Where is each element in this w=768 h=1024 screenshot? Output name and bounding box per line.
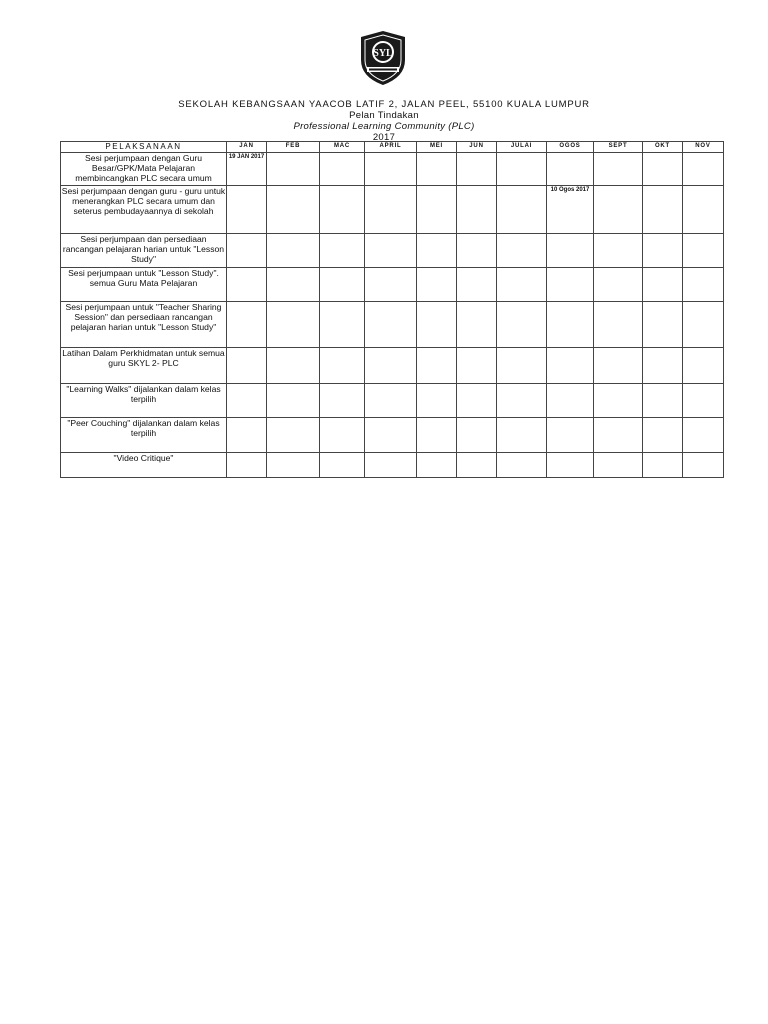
month-cell xyxy=(594,348,643,384)
month-cell xyxy=(267,186,320,234)
month-cell xyxy=(227,453,267,478)
month-cell xyxy=(417,234,457,268)
month-cell xyxy=(594,384,643,418)
month-cell xyxy=(683,186,724,234)
activity-cell: "Peer Couching" dijalankan dalam kelas terpilih xyxy=(61,418,227,453)
month-cell xyxy=(594,453,643,478)
table-row xyxy=(61,234,724,268)
month-cell xyxy=(457,384,497,418)
month-cell xyxy=(683,384,724,418)
activity-cell: Sesi perjumpaan dengan Guru Besar/GPK/Mata Pelajaran membincangkan PLC secara umum xyxy=(61,153,227,186)
month-cell xyxy=(547,348,594,384)
month-cell xyxy=(643,384,683,418)
table-row xyxy=(61,153,724,186)
month-cell xyxy=(457,453,497,478)
month-cell xyxy=(365,384,417,418)
month-cell xyxy=(547,384,594,418)
month-cell xyxy=(643,234,683,268)
month-cell xyxy=(227,418,267,453)
document-title: Professional Learning Community (PLC) xyxy=(293,121,475,132)
column-header-month: JULAI xyxy=(497,142,547,153)
activity-cell: Sesi perjumpaan untuk "Lesson Study". semua Guru Mata Pelajaran xyxy=(61,268,227,302)
month-cell xyxy=(417,418,457,453)
month-cell xyxy=(643,418,683,453)
month-cell xyxy=(417,302,457,348)
month-cell xyxy=(547,234,594,268)
column-header-month: JAN xyxy=(227,142,267,153)
month-cell xyxy=(643,348,683,384)
month-cell xyxy=(267,453,320,478)
month-cell xyxy=(365,268,417,302)
month-cell xyxy=(227,348,267,384)
month-cell xyxy=(497,234,547,268)
month-cell xyxy=(457,186,497,234)
month-cell xyxy=(497,186,547,234)
school-name: SEKOLAH KEBANGSAAN YAACOB LATIF 2, JALAN PEEL, 55100 KUALA LUMPUR xyxy=(178,99,590,110)
month-cell xyxy=(227,302,267,348)
month-cell xyxy=(497,268,547,302)
month-cell xyxy=(547,268,594,302)
month-cell xyxy=(457,153,497,186)
activity-cell: "Video Critique" xyxy=(61,453,227,478)
month-cell xyxy=(497,453,547,478)
month-cell xyxy=(320,302,365,348)
month-cell xyxy=(365,348,417,384)
month-cell xyxy=(417,384,457,418)
month-cell xyxy=(594,268,643,302)
month-cell xyxy=(417,268,457,302)
month-cell xyxy=(683,418,724,453)
month-cell xyxy=(267,153,320,186)
month-cell xyxy=(547,453,594,478)
month-cell xyxy=(497,418,547,453)
month-cell xyxy=(267,234,320,268)
table-row xyxy=(61,453,724,478)
document-year: 2017 xyxy=(372,132,396,143)
month-cell xyxy=(365,186,417,234)
column-header-activity: PELAKSANAAN xyxy=(61,142,227,153)
month-cell xyxy=(365,302,417,348)
document-subtitle: Pelan Tindakan xyxy=(349,110,419,121)
column-header-month: OGOS xyxy=(547,142,594,153)
month-cell xyxy=(683,153,724,186)
month-cell xyxy=(457,302,497,348)
month-cell xyxy=(497,348,547,384)
month-cell xyxy=(365,418,417,453)
column-header-month: JUN xyxy=(457,142,497,153)
month-cell xyxy=(683,268,724,302)
column-header-month: FEB xyxy=(267,142,320,153)
month-cell xyxy=(497,302,547,348)
month-cell xyxy=(594,153,643,186)
month-cell xyxy=(547,153,594,186)
month-cell: 10 Ogos 2017 xyxy=(547,186,594,234)
table-row xyxy=(61,418,724,453)
activity-cell: Latihan Dalam Perkhidmatan untuk semua guru SKYL 2- PLC xyxy=(61,348,227,384)
month-cell xyxy=(594,186,643,234)
table-row xyxy=(61,268,724,302)
document-header xyxy=(0,99,768,143)
month-cell xyxy=(457,418,497,453)
column-header-month: MAC xyxy=(320,142,365,153)
month-cell xyxy=(547,302,594,348)
month-cell xyxy=(267,268,320,302)
month-cell xyxy=(417,186,457,234)
month-cell xyxy=(683,348,724,384)
column-header-month: OKT xyxy=(643,142,683,153)
month-cell xyxy=(457,268,497,302)
column-header-month: APRIL xyxy=(365,142,417,153)
month-cell xyxy=(227,268,267,302)
table-row xyxy=(61,302,724,348)
month-cell xyxy=(365,453,417,478)
month-cell xyxy=(497,384,547,418)
table-header-row xyxy=(61,142,724,153)
month-cell xyxy=(320,186,365,234)
table-row xyxy=(61,348,724,384)
month-cell xyxy=(320,348,365,384)
month-cell xyxy=(594,302,643,348)
month-cell xyxy=(594,234,643,268)
month-cell xyxy=(594,418,643,453)
activity-cell: Sesi perjumpaan dan persediaan rancangan pelajaran harian untuk "Lesson Study" xyxy=(61,234,227,268)
month-cell xyxy=(267,302,320,348)
month-cell xyxy=(320,268,365,302)
month-cell xyxy=(320,234,365,268)
month-cell xyxy=(643,302,683,348)
month-cell xyxy=(365,234,417,268)
month-cell xyxy=(457,348,497,384)
month-cell xyxy=(320,153,365,186)
month-cell xyxy=(683,234,724,268)
month-cell xyxy=(683,453,724,478)
month-cell xyxy=(417,348,457,384)
column-header-month: NOV xyxy=(683,142,724,153)
month-cell xyxy=(497,153,547,186)
column-header-month: MEI xyxy=(417,142,457,153)
table-row xyxy=(61,384,724,418)
crest-initials: SYL xyxy=(373,48,393,59)
month-cell xyxy=(365,153,417,186)
month-cell xyxy=(320,418,365,453)
month-cell xyxy=(643,186,683,234)
month-cell xyxy=(683,302,724,348)
month-cell: 19 JAN 2017 xyxy=(227,153,267,186)
month-cell xyxy=(227,234,267,268)
month-cell xyxy=(457,234,497,268)
month-cell xyxy=(320,453,365,478)
action-plan-table xyxy=(60,141,724,478)
month-cell xyxy=(643,153,683,186)
month-cell xyxy=(267,418,320,453)
activity-cell: Sesi perjumpaan untuk "Teacher Sharing Session" dan persediaan rancangan pelajaran harian untuk "Lesson Study" xyxy=(61,302,227,348)
month-cell xyxy=(267,348,320,384)
activity-cell: Sesi perjumpaan dengan guru - guru untuk menerangkan PLC secara umum dan seterus pembudayaannya di sekolah xyxy=(61,186,227,234)
month-cell xyxy=(643,268,683,302)
month-cell xyxy=(227,384,267,418)
activity-cell: "Learning Walks" dijalankan dalam kelas terpilih xyxy=(61,384,227,418)
column-header-month: SEPT xyxy=(594,142,643,153)
month-cell xyxy=(417,453,457,478)
month-cell xyxy=(227,186,267,234)
month-cell xyxy=(417,153,457,186)
table-row xyxy=(61,186,724,234)
month-cell xyxy=(547,418,594,453)
month-cell xyxy=(267,384,320,418)
month-cell xyxy=(320,384,365,418)
school-crest-icon xyxy=(357,30,409,86)
month-cell xyxy=(643,453,683,478)
